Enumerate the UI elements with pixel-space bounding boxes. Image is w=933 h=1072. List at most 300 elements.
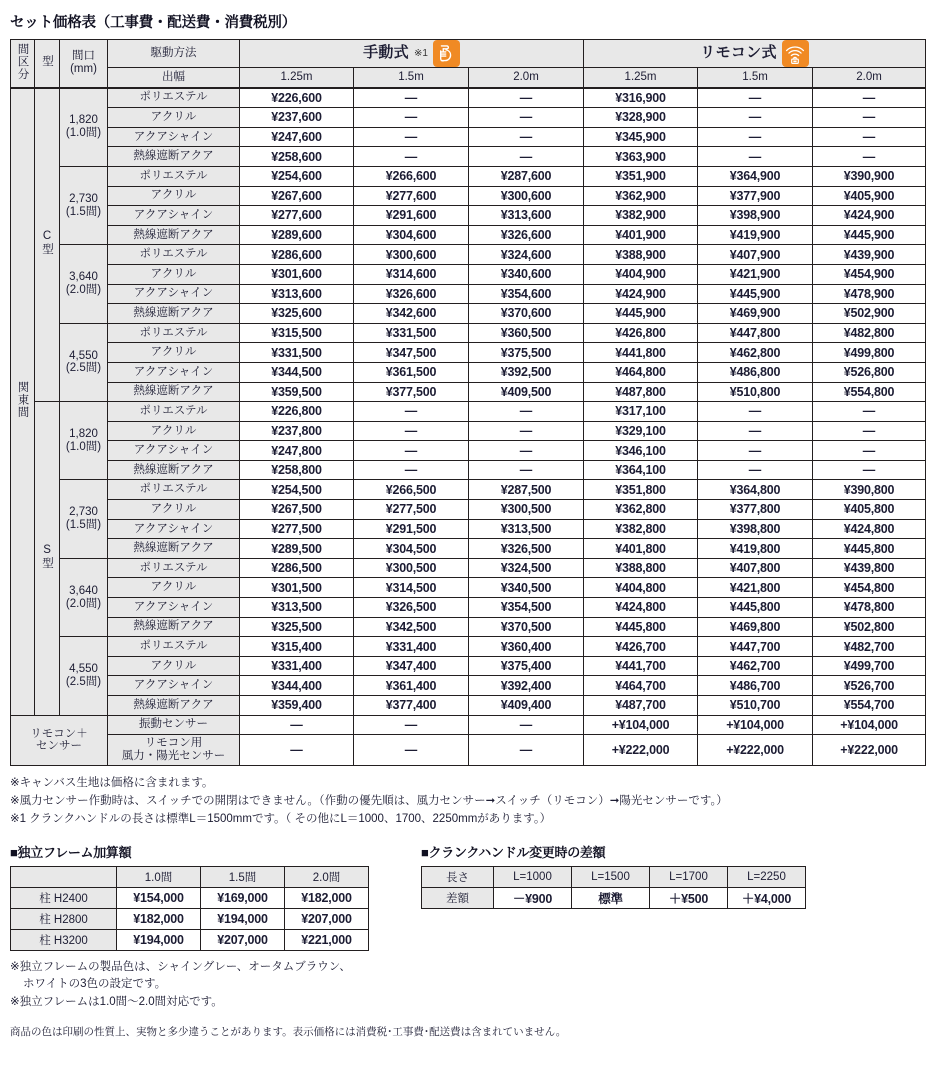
maguchi-ken: (1.0間): [65, 127, 102, 140]
cell-fabric: アクリル: [108, 578, 240, 598]
cell-price: ¥254,600: [240, 166, 354, 186]
cell-price: ¥388,900: [584, 245, 698, 265]
cell-price: ¥287,500: [469, 480, 584, 500]
frame-price-table: [10, 866, 369, 951]
cell-price-empty: —: [469, 88, 584, 108]
cell-price: ¥421,800: [698, 578, 813, 598]
cell-price: ¥462,700: [698, 656, 813, 676]
cell-price: ¥326,600: [354, 284, 469, 304]
cell-price: ¥487,800: [584, 382, 698, 402]
header-width-m1: 1.25m: [240, 68, 354, 88]
note2-2: ホワイトの3色の設定です。: [23, 978, 167, 991]
cell-price: ¥247,800: [240, 441, 354, 461]
cell-price: ¥328,900: [584, 108, 698, 128]
table-row: [11, 147, 926, 167]
cell-maguchi: [60, 402, 108, 480]
sensor-group-label-line2: センサー: [36, 740, 82, 753]
cell-price: ¥526,800: [813, 362, 926, 382]
frame-cell-value: ¥154,000: [117, 887, 201, 908]
cell-price: ¥375,400: [469, 656, 584, 676]
cell-price: ¥354,600: [469, 284, 584, 304]
frame-cell-value: ¥221,000: [285, 929, 369, 950]
cell-price: ¥361,500: [354, 362, 469, 382]
header-width-m2: 1.5m: [354, 68, 469, 88]
table-row: [11, 264, 926, 284]
cell-price: ¥314,500: [354, 578, 469, 598]
cell-price: ¥325,500: [240, 617, 354, 637]
notes-block: [10, 775, 933, 828]
cell-price: ¥388,800: [584, 558, 698, 578]
frame-col-2: 1.5間: [201, 866, 285, 887]
cell-price: ¥325,600: [240, 304, 354, 324]
frame-cell-value: ¥194,000: [117, 929, 201, 950]
frame-table-body: [11, 887, 369, 950]
cell-price: ¥344,500: [240, 362, 354, 382]
cell-price: ¥300,500: [354, 558, 469, 578]
cell-price: ¥247,600: [240, 127, 354, 147]
cell-price: ¥267,600: [240, 186, 354, 206]
cell-price: ¥469,900: [698, 304, 813, 324]
cell-price: ¥510,700: [698, 696, 813, 716]
cell-price-empty: —: [469, 460, 584, 480]
cell-price-empty: —: [469, 441, 584, 461]
crank-price-block: [421, 842, 806, 951]
cell-price: ¥344,400: [240, 676, 354, 696]
cell-price: ¥237,600: [240, 108, 354, 128]
table-row: [11, 480, 926, 500]
cell-price: ¥486,800: [698, 362, 813, 382]
cell-price: ¥407,900: [698, 245, 813, 265]
cell-price: ¥301,600: [240, 264, 354, 284]
maguchi-ken: (2.5間): [65, 362, 102, 375]
cell-price: ¥277,500: [240, 519, 354, 539]
cell-price: ¥314,600: [354, 264, 469, 284]
cell-price: ¥401,800: [584, 539, 698, 559]
maguchi-ken: (1.5間): [65, 205, 102, 218]
cell-maguchi: [60, 480, 108, 558]
cell-price: ¥331,500: [354, 323, 469, 343]
cell-price: ¥424,800: [813, 519, 926, 539]
cell-price-empty: —: [354, 88, 469, 108]
table-row: [11, 206, 926, 226]
cell-price: ¥286,600: [240, 245, 354, 265]
cell-price: ¥419,800: [698, 539, 813, 559]
cell-price: +¥104,000: [698, 715, 813, 735]
cell-price: ¥454,800: [813, 578, 926, 598]
hand-crank-icon: [433, 40, 460, 67]
maguchi-mm: 1,820: [69, 427, 98, 440]
frame-cell-value: ¥207,000: [285, 908, 369, 929]
frame-row-label: 柱 H3200: [11, 929, 117, 950]
frame-table-title: ■独立フレーム加算額: [10, 844, 132, 860]
header-maguchi-line1: 間口: [72, 50, 95, 63]
crank-length-value: L=2250: [728, 866, 806, 887]
crank-diff-value: ＋¥500: [650, 887, 728, 908]
header-kata: [35, 40, 60, 88]
cell-price: ¥277,600: [354, 186, 469, 206]
cell-price: ¥478,900: [813, 284, 926, 304]
type-label: S型: [41, 543, 54, 570]
cell-fabric: ポリエステル: [108, 480, 240, 500]
cell-price: ¥347,500: [354, 343, 469, 363]
cell-price: ¥277,600: [240, 206, 354, 226]
cell-price: ¥454,900: [813, 264, 926, 284]
cell-price: ¥526,700: [813, 676, 926, 696]
cell-price-empty: —: [698, 441, 813, 461]
cell-price-empty: —: [698, 147, 813, 167]
cell-price-empty: —: [813, 108, 926, 128]
sensor-name-line2: 風力・陽光センサー: [121, 750, 226, 763]
cell-price: ¥390,900: [813, 166, 926, 186]
frame-row-label: 柱 H2400: [11, 887, 117, 908]
cell-fabric: ポリエステル: [108, 558, 240, 578]
cell-price-empty: —: [354, 441, 469, 461]
cell-price: +¥222,000: [584, 735, 698, 766]
cell-price: +¥104,000: [584, 715, 698, 735]
cell-price-empty: —: [813, 147, 926, 167]
crank-table-body: [422, 866, 806, 908]
cell-sensor-group-label: [11, 715, 108, 766]
table-row: [11, 598, 926, 618]
cell-fabric: 熱線遮断アクア: [108, 617, 240, 637]
cell-price: ¥445,900: [584, 304, 698, 324]
maguchi-ken: (1.5間): [65, 519, 102, 532]
cell-price: ¥277,500: [354, 500, 469, 520]
cell-price: ¥445,800: [584, 617, 698, 637]
cell-fabric: ポリエステル: [108, 245, 240, 265]
cell-kuni-kanto: [11, 88, 35, 716]
cell-price: ¥266,600: [354, 166, 469, 186]
cell-price-empty: —: [354, 421, 469, 441]
cell-price: ¥340,500: [469, 578, 584, 598]
header-manual-label: 手動式: [363, 44, 409, 62]
cell-price: ¥482,700: [813, 637, 926, 657]
cell-fabric: アクリル: [108, 421, 240, 441]
cell-maguchi: [60, 637, 108, 715]
cell-price: ¥316,900: [584, 88, 698, 108]
maguchi-mm: 2,730: [69, 192, 98, 205]
cell-price: ¥404,900: [584, 264, 698, 284]
header-width-r3: 2.0m: [813, 68, 926, 88]
note-1: ※キャンバス生地は価格に含まれます。: [10, 777, 214, 790]
cell-price: ¥360,400: [469, 637, 584, 657]
cell-price: ¥502,800: [813, 617, 926, 637]
cell-price-empty: —: [813, 127, 926, 147]
cell-price-empty: —: [698, 88, 813, 108]
table-row: [11, 225, 926, 245]
table-row: [11, 637, 926, 657]
cell-price: ¥345,900: [584, 127, 698, 147]
cell-price: ¥499,800: [813, 343, 926, 363]
table-row: [11, 617, 926, 637]
frame-cell-value: ¥207,000: [201, 929, 285, 950]
frame-col-3: 2.0間: [285, 866, 369, 887]
crank-length-value: L=1700: [650, 866, 728, 887]
cell-price-empty: —: [354, 402, 469, 422]
table-row: [11, 108, 926, 128]
maguchi-ken: (2.0間): [65, 284, 102, 297]
cell-price: ¥329,100: [584, 421, 698, 441]
note2-3: ※独立フレームは1.0間～2.0間対応です。: [10, 996, 223, 1009]
cell-price: ¥441,700: [584, 656, 698, 676]
cell-price: ¥315,500: [240, 323, 354, 343]
cell-price-empty: —: [469, 108, 584, 128]
cell-price: ¥392,500: [469, 362, 584, 382]
cell-price: ¥390,800: [813, 480, 926, 500]
cell-price: ¥554,800: [813, 382, 926, 402]
cell-maguchi: [60, 558, 108, 636]
cell-price: ¥447,700: [698, 637, 813, 657]
cell-fabric: 熱線遮断アクア: [108, 696, 240, 716]
table-row: [11, 362, 926, 382]
header-maguchi-line2: (mm): [70, 63, 97, 76]
page-title: セット価格表（工事費・配送費・消費税別）: [10, 15, 296, 31]
cell-price-empty: —: [813, 421, 926, 441]
table-row: [11, 382, 926, 402]
cell-price: ¥361,400: [354, 676, 469, 696]
cell-price-empty: —: [698, 127, 813, 147]
cell-price: ¥301,500: [240, 578, 354, 598]
frame-price-block: [10, 842, 369, 951]
cell-price: ¥313,500: [469, 519, 584, 539]
cell-price: ¥426,700: [584, 637, 698, 657]
crank-length-value: L=1500: [572, 866, 650, 887]
maguchi-ken: (1.0間): [65, 440, 102, 453]
cell-price: ¥313,600: [469, 206, 584, 226]
header-kuni-label: 間区分: [16, 42, 29, 81]
cell-fabric: アクアシャイン: [108, 284, 240, 304]
cell-price: ¥405,900: [813, 186, 926, 206]
cell-price: ¥291,500: [354, 519, 469, 539]
table-row: [11, 441, 926, 461]
cell-price: ¥419,900: [698, 225, 813, 245]
cell-price: ¥441,800: [584, 343, 698, 363]
cell-price: ¥482,800: [813, 323, 926, 343]
cell-price: ¥300,600: [354, 245, 469, 265]
cell-price: ¥313,500: [240, 598, 354, 618]
cell-price: ¥360,500: [469, 323, 584, 343]
frame-cell-value: ¥169,000: [201, 887, 285, 908]
cell-fabric: ポリエステル: [108, 637, 240, 657]
table-row: [11, 460, 926, 480]
cell-price: ¥377,500: [354, 382, 469, 402]
cell-price: ¥354,500: [469, 598, 584, 618]
crank-row-label-length: 長さ: [422, 866, 494, 887]
cell-price: ¥266,500: [354, 480, 469, 500]
sensor-name-line1: リモコン用: [144, 737, 203, 750]
cell-fabric: ポリエステル: [108, 88, 240, 108]
cell-fabric: アクリル: [108, 108, 240, 128]
cell-price-empty: —: [813, 441, 926, 461]
maguchi-ken: (2.0間): [65, 597, 102, 610]
cell-price: ¥351,900: [584, 166, 698, 186]
table-row: [11, 421, 926, 441]
cell-price: ¥424,900: [813, 206, 926, 226]
cell-price: ¥510,800: [698, 382, 813, 402]
cell-price: ¥401,900: [584, 225, 698, 245]
header-manual-group: [240, 40, 584, 68]
frame-corner-cell: [11, 866, 117, 887]
cell-price: ¥377,800: [698, 500, 813, 520]
cell-fabric: アクリル: [108, 343, 240, 363]
cell-price: ¥331,400: [240, 656, 354, 676]
table-row: [11, 696, 926, 716]
cell-price-empty: —: [813, 460, 926, 480]
cell-fabric: 熱線遮断アクア: [108, 539, 240, 559]
maguchi-mm: 1,820: [69, 114, 98, 127]
note-3: ※1 クランクハンドルの長さは標準L＝1500mmです。（ その他にL＝1000、1700、2250mmがあります。）: [10, 812, 552, 825]
cell-fabric: 熱線遮断アクア: [108, 460, 240, 480]
cell-price: ¥487,700: [584, 696, 698, 716]
header-kata-label: 型: [41, 55, 54, 68]
table-row: [11, 578, 926, 598]
cell-price: +¥222,000: [813, 735, 926, 766]
frame-cell-value: ¥182,000: [117, 908, 201, 929]
maguchi-mm: 4,550: [69, 349, 98, 362]
cell-price: ¥317,100: [584, 402, 698, 422]
cell-price: ¥226,800: [240, 402, 354, 422]
cell-price: ¥362,900: [584, 186, 698, 206]
notes-block-2: [10, 959, 933, 1012]
cell-price: ¥439,800: [813, 558, 926, 578]
table-row: [11, 127, 926, 147]
cell-price: ¥300,500: [469, 500, 584, 520]
maguchi-mm: 4,550: [69, 663, 98, 676]
cell-price: ¥554,700: [813, 696, 926, 716]
cell-price-empty: —: [354, 147, 469, 167]
cell-price: ¥346,100: [584, 441, 698, 461]
cell-price: ¥326,500: [469, 539, 584, 559]
cell-type-s: [35, 402, 60, 716]
cell-price: ¥375,500: [469, 343, 584, 363]
cell-price: ¥462,800: [698, 343, 813, 363]
cell-fabric: アクアシャイン: [108, 519, 240, 539]
table-row: [11, 402, 926, 422]
table-row: [11, 676, 926, 696]
table-body: [11, 88, 926, 766]
cell-price-empty: —: [354, 715, 469, 735]
cell-price: ¥370,600: [469, 304, 584, 324]
sensor-row: [11, 735, 926, 766]
cell-price: ¥364,800: [698, 480, 813, 500]
cell-fabric: 熱線遮断アクア: [108, 382, 240, 402]
cell-price: ¥258,800: [240, 460, 354, 480]
frame-cell-value: ¥194,000: [201, 908, 285, 929]
table-row: [11, 539, 926, 559]
cell-price: ¥291,600: [354, 206, 469, 226]
header-width-m3: 2.0m: [469, 68, 584, 88]
cell-price: ¥313,600: [240, 284, 354, 304]
sub-tables-row: [10, 842, 933, 951]
table-row: [11, 343, 926, 363]
cell-price: ¥424,800: [584, 598, 698, 618]
cell-price: ¥331,400: [354, 637, 469, 657]
crank-table-title: ■クランクハンドル変更時の差額: [421, 844, 606, 860]
header-manual-note: ※1: [413, 47, 428, 59]
cell-price: ¥409,500: [469, 382, 584, 402]
table-row: [11, 519, 926, 539]
cell-price-empty: —: [469, 402, 584, 422]
table-row: [11, 656, 926, 676]
cell-maguchi: [60, 166, 108, 244]
crank-diff-value: ＋¥4,000: [728, 887, 806, 908]
cell-price: ¥398,800: [698, 519, 813, 539]
cell-price-empty: —: [240, 715, 354, 735]
cell-price-empty: —: [698, 402, 813, 422]
header-remote-label: リモコン式: [700, 44, 777, 62]
cell-fabric: 熱線遮断アクア: [108, 225, 240, 245]
cell-price: ¥392,400: [469, 676, 584, 696]
cell-price: ¥237,800: [240, 421, 354, 441]
cell-price: ¥324,500: [469, 558, 584, 578]
frame-col-1: 1.0間: [117, 866, 201, 887]
table-row: [11, 558, 926, 578]
cell-fabric: アクアシャイン: [108, 206, 240, 226]
cell-fabric: アクリル: [108, 186, 240, 206]
cell-price: ¥226,600: [240, 88, 354, 108]
cell-price: ¥447,800: [698, 323, 813, 343]
cell-price: ¥364,900: [698, 166, 813, 186]
cell-maguchi: [60, 245, 108, 323]
cell-price: ¥289,500: [240, 539, 354, 559]
sensor-group-label-line1: リモコン＋: [30, 727, 88, 740]
cell-fabric: アクアシャイン: [108, 598, 240, 618]
cell-price: ¥478,800: [813, 598, 926, 618]
crank-diff-value: －¥900: [494, 887, 572, 908]
cell-price-empty: —: [698, 460, 813, 480]
cell-price: ¥286,500: [240, 558, 354, 578]
table-row: [11, 323, 926, 343]
cell-price: ¥382,900: [584, 206, 698, 226]
cell-fabric: アクアシャイン: [108, 676, 240, 696]
frame-table-row: [11, 908, 369, 929]
cell-price-empty: —: [354, 108, 469, 128]
cell-price-empty: —: [469, 147, 584, 167]
cell-price: ¥359,500: [240, 382, 354, 402]
table-row: [11, 245, 926, 265]
cell-price: ¥363,900: [584, 147, 698, 167]
cell-price: ¥267,500: [240, 500, 354, 520]
cell-price: ¥421,900: [698, 264, 813, 284]
cell-price: ¥258,600: [240, 147, 354, 167]
cell-sensor-name: 振動センサー: [108, 715, 240, 735]
cell-fabric: アクアシャイン: [108, 127, 240, 147]
maguchi-ken: (2.5間): [65, 675, 102, 688]
cell-price: ¥464,800: [584, 362, 698, 382]
table-row: [11, 88, 926, 108]
cell-fabric: 熱線遮断アクア: [108, 147, 240, 167]
header-remote-group: [584, 40, 926, 68]
cell-fabric: アクリル: [108, 500, 240, 520]
cell-price-empty: —: [813, 402, 926, 422]
frame-table-row: [11, 929, 369, 950]
cell-price: ¥304,500: [354, 539, 469, 559]
cell-price: ¥359,400: [240, 696, 354, 716]
table-row: [11, 304, 926, 324]
cell-price: ¥377,900: [698, 186, 813, 206]
cell-price: ¥424,900: [584, 284, 698, 304]
cell-price: ¥342,600: [354, 304, 469, 324]
table-row: [11, 284, 926, 304]
cell-fabric: ポリエステル: [108, 402, 240, 422]
cell-price: ¥469,800: [698, 617, 813, 637]
kuni-label: 関東間: [16, 380, 29, 419]
cell-price: ¥404,800: [584, 578, 698, 598]
cell-price-empty: —: [698, 108, 813, 128]
cell-price: ¥370,500: [469, 617, 584, 637]
cell-price: ¥342,500: [354, 617, 469, 637]
note2-1: ※独立フレームの製品色は、シャイングレー、オータムブラウン、: [10, 960, 351, 973]
